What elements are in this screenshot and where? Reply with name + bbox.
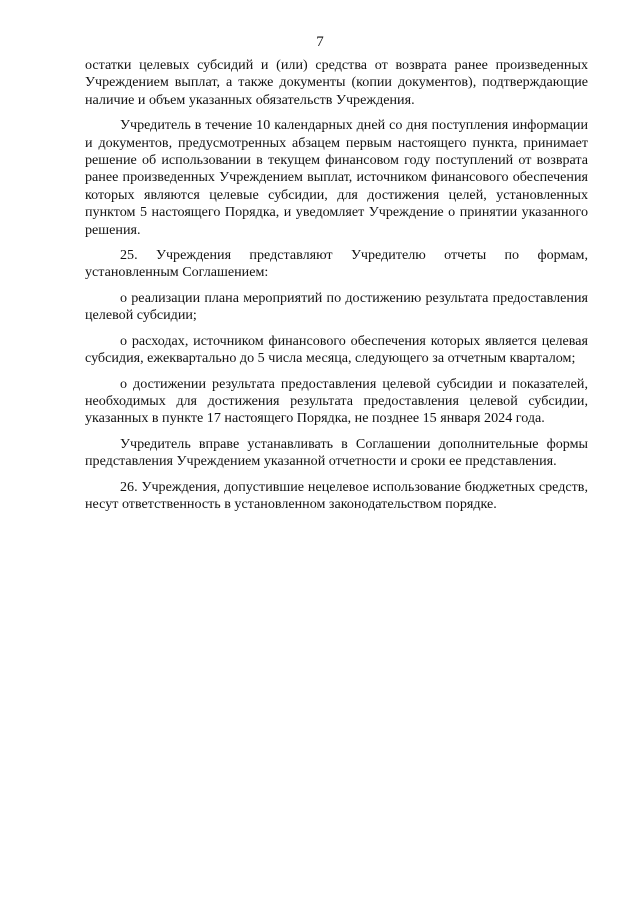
- paragraph-founder-decision: Учредитель в течение 10 календарных дней со дня поступления информации и документов, предусмотренных абзацем первым настоящего пункта, принимает решение об использовании в текущем финансовом году поступлений от возврата ранее произведенных Учреждением выплат, источником финансового обеспечения которых являются целевые субсидии, для достижения целей, установленных пунктом 5 настоящего Порядка, и уведомляет Учреждение о принятии указанного решения.: [85, 117, 588, 238]
- paragraph-25-reports: 25. Учреждения представляют Учредителю отчеты по формам, установленным Соглашением:: [85, 247, 588, 281]
- document-body: [85, 57, 588, 513]
- paragraph-report-results: о достижении результата предоставления целевой субсидии и показателей, необходимых для достижения результата предоставления целевой субсидии, указанных в пункте 17 настоящего Порядка, не позднее 15 января 2024 года.: [85, 375, 588, 427]
- paragraph-26-liability: 26. Учреждения, допустившие нецелевое использование бюджетных средств, несут ответственность в установленном законодательством порядке.: [85, 478, 588, 512]
- paragraph-additional-forms: Учредитель вправе устанавливать в Соглашении дополнительные формы представления Учреждением указанной отчетности и сроки ее представления.: [85, 435, 588, 470]
- paragraph-report-plan: о реализации плана мероприятий по достижению результата предоставления целевой субсидии;: [85, 289, 588, 324]
- paragraph-report-expenses: о расходах, источником финансового обеспечения которых является целевая субсидия, ежеквартально до 5 числа месяца, следующего за отчетным кварталом;: [85, 332, 588, 367]
- paragraph-continuation: остатки целевых субсидий и (или) средства от возврата ранее произведенных Учреждением выплат, а также документы (копии документов), подтверждающие наличие и объем указанных обязательств Учреждения.: [85, 57, 588, 108]
- page-number: 7: [316, 34, 324, 50]
